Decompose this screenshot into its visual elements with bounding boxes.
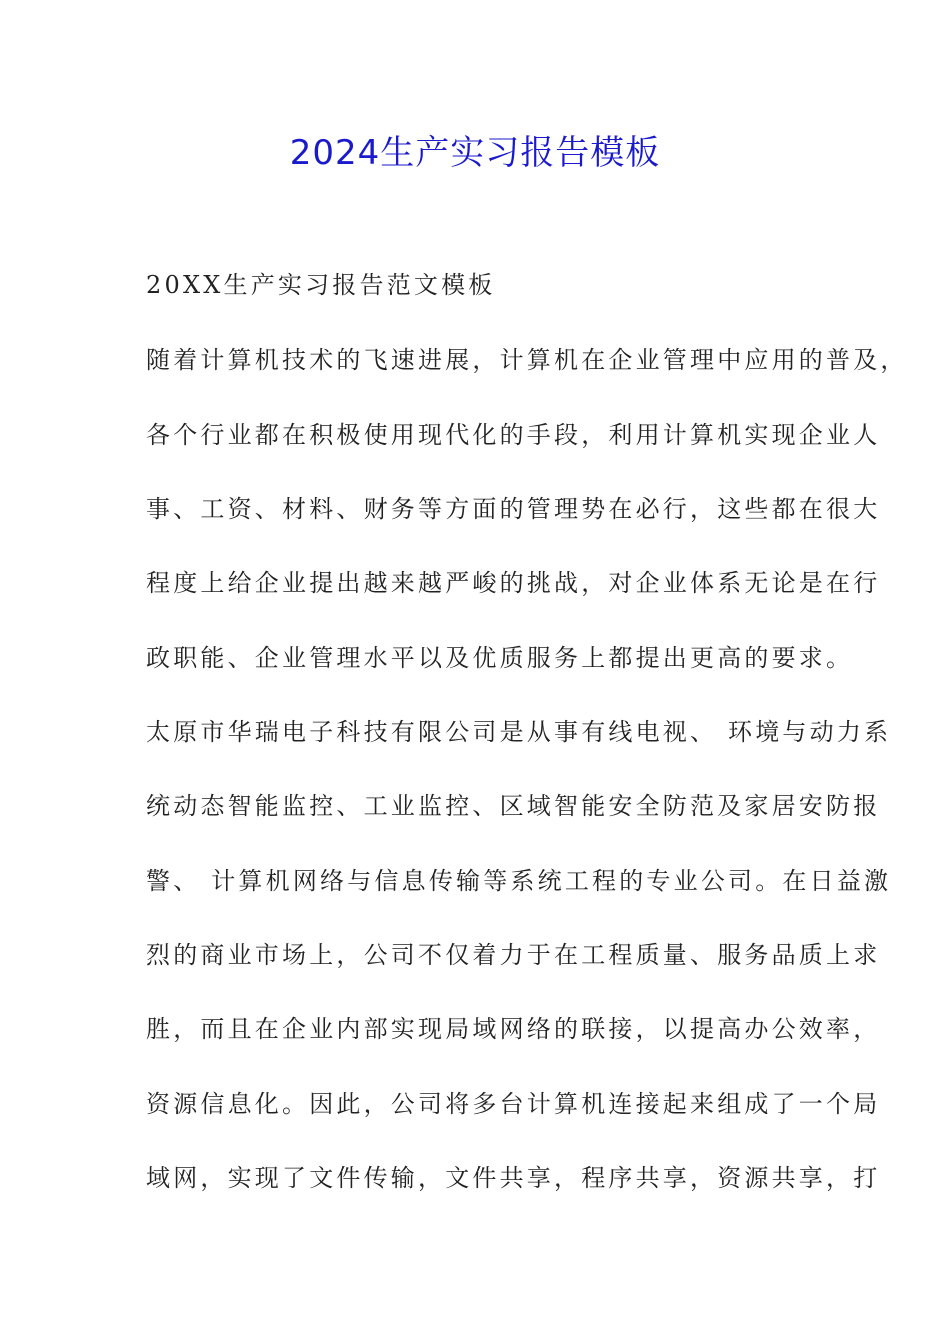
paragraph-line: 烈的商业市场上，公司不仅着力于在工程质量、服务品质上求: [146, 941, 881, 969]
paragraph-line: 域网，实现了文件传输，文件共享，程序共享，资源共享，打: [146, 1164, 881, 1192]
paragraph-line: 统动态智能监控、工业监控、区域智能安全防范及家居安防报: [146, 792, 881, 820]
paragraph-line: 程度上给企业提出越来越严峻的挑战，对企业体系无论是在行: [146, 569, 881, 597]
paragraph-line: 事、工资、材料、财务等方面的管理势在必行，这些都在很大: [146, 495, 881, 523]
paragraph-line: 太原市华瑞电子科技有限公司是从事有线电视、 环境与动力系: [146, 718, 892, 746]
paragraph-line: 资源信息化。因此，公司将多台计算机连接起来组成了一个局: [146, 1090, 881, 1118]
paragraph-line: 随着计算机技术的飞速进展，计算机在企业管理中应用的普及，: [146, 346, 908, 374]
paragraph-line: 警、 计算机网络与信息传输等系统工程的专业公司。在日益激: [146, 867, 892, 895]
paragraph-line: 胜，而且在企业内部实现局域网络的联接，以提高办公效率，: [146, 1015, 881, 1043]
subtitle-line: 20XX生产实习报告范文模板: [146, 271, 496, 299]
paragraph-line: 政职能、企业管理水平以及优质服务上都提出更高的要求。: [146, 644, 854, 672]
document-title: 2024生产实习报告模板: [289, 133, 661, 173]
paragraph-line: 各个行业都在积极使用现代化的手段，利用计算机实现企业人: [146, 421, 881, 449]
